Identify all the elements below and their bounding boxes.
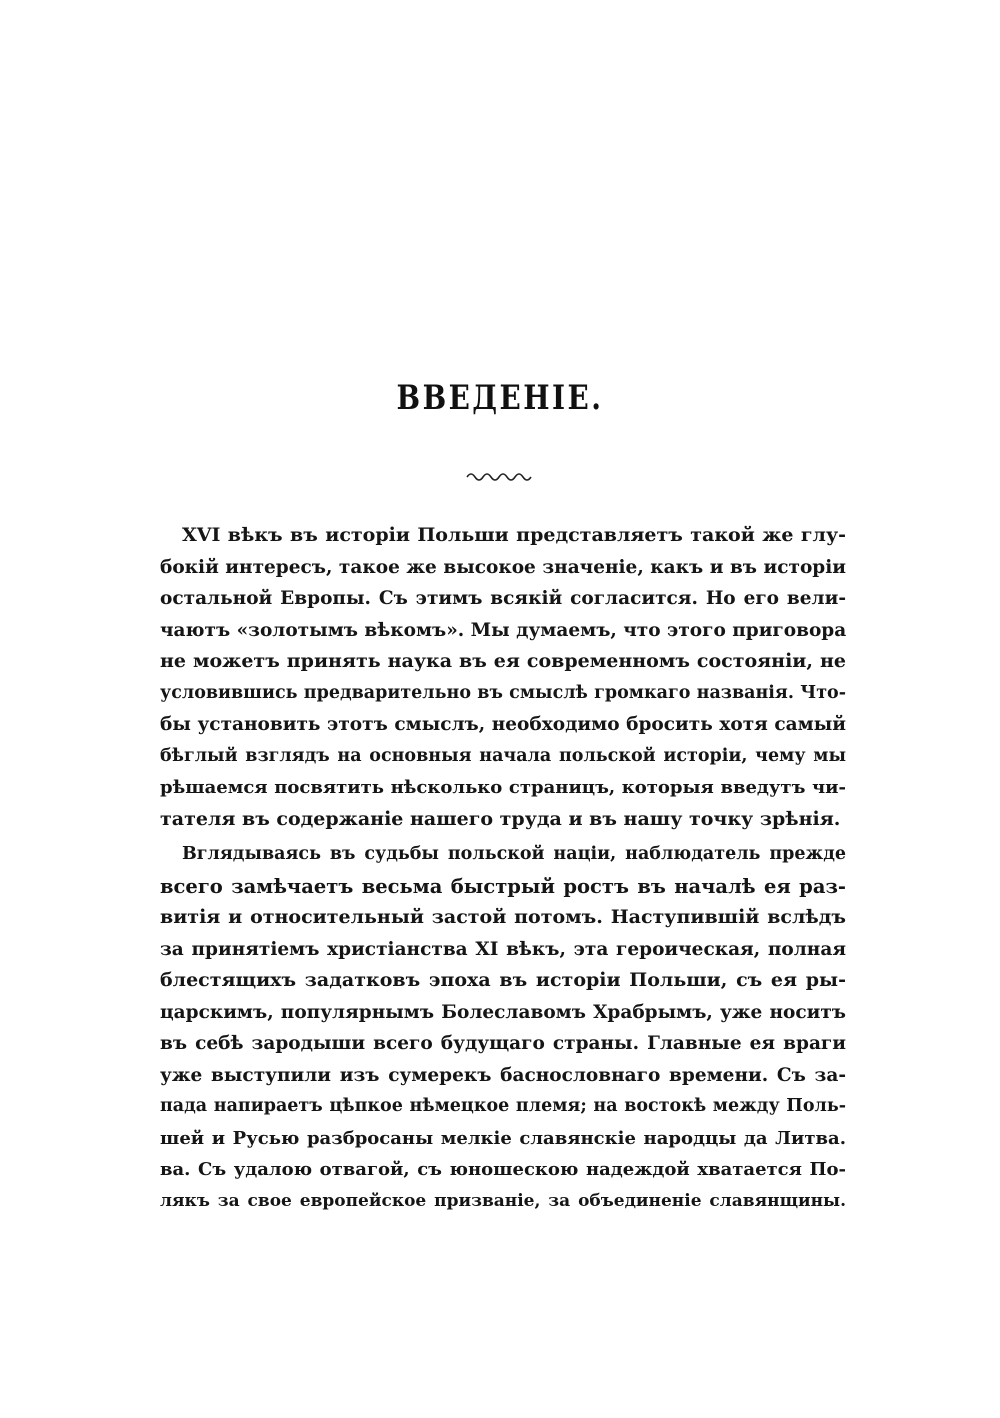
text-line: XVI вѣкъ въ исторіи Польши представляетъ такой же глу- bbox=[182, 524, 846, 546]
text-line: остальной Европы. Съ этимъ всякій согласится. Но его вели- bbox=[160, 588, 846, 609]
paragraph-2 bbox=[160, 839, 846, 1217]
text-line: шей и Русью разбросаны мелкіе славянскіе народцы да Литва. bbox=[160, 1127, 846, 1149]
text-line: тателя въ содержаніе нашего труда и въ нашу точку зрѣнія. bbox=[160, 807, 841, 830]
text-line: блестящихъ задатковъ эпоха въ исторіи Польши, съ ея ры- bbox=[160, 969, 846, 991]
body-text bbox=[160, 520, 846, 1217]
text-line: въ себѣ зародыши всего будущаго страны. Главные ея враги bbox=[160, 1033, 846, 1054]
title-ornament bbox=[465, 466, 535, 484]
text-line: ва. Съ удалою отвагой, съ юношескою надеждой хватается По- bbox=[160, 1159, 846, 1180]
paragraph-1 bbox=[160, 520, 846, 835]
text-line: не можетъ принять наука въ ея современномъ состояніи, не bbox=[160, 650, 846, 672]
text-line: за принятіемъ христіанства XI вѣкъ, эта героическая, полная bbox=[160, 938, 846, 960]
text-line: уже выступили изъ сумерекъ баснословнаго времени. Съ за- bbox=[160, 1064, 846, 1086]
text-line: рѣшаемся посвятить нѣсколько страницъ, которыя введутъ чи- bbox=[160, 777, 846, 798]
text-line: Вглядываясь въ судьбы польской націи, наблюдатель прежде bbox=[182, 844, 846, 864]
text-line: лякъ за свое европейское призваніе, за объединеніе славянщины. bbox=[160, 1190, 846, 1211]
text-line: витія и относительный застой потомъ. Наступившій вслѣдъ bbox=[160, 906, 846, 928]
chapter-title: ВВЕДЕНІЕ. bbox=[396, 378, 604, 418]
text-line: бы установить этотъ смыслъ, необходимо бросить хотя самый bbox=[160, 714, 846, 735]
text-line: пада напираетъ цѣпкое нѣмецкое племя; на востокѣ между Поль- bbox=[160, 1096, 846, 1116]
text-line: чаютъ «золотымъ вѣкомъ». Мы думаемъ, что этого приговора bbox=[160, 619, 847, 641]
text-line: бокій интересъ, такое же высокое значеніе, какъ и въ исторіи bbox=[160, 556, 846, 578]
text-line: царскимъ, популярнымъ Болеславомъ Храбрымъ, уже носитъ bbox=[160, 1001, 846, 1023]
text-line: бѣглый взглядъ на основныя начала польской исторіи, чему мы bbox=[160, 745, 846, 766]
text-line: всего замѣчаетъ весьма быстрый ростъ въ началѣ ея раз- bbox=[160, 874, 846, 898]
text-line: условившись предварительно въ смыслѣ громкаго названія. Что- bbox=[160, 682, 846, 703]
